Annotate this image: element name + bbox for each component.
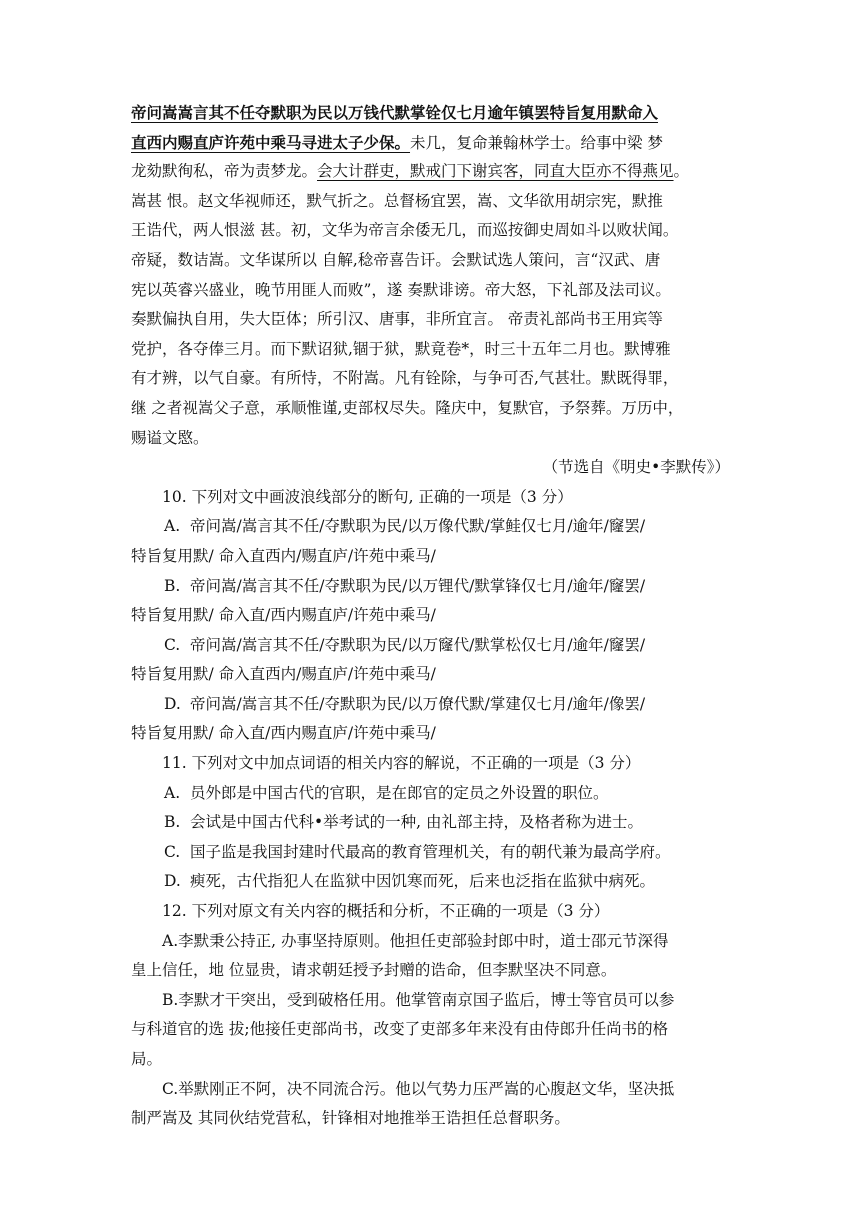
passage-text: 帝疑，数诘嵩。文华谋所以 自解,稔帝喜告讦。会默试选人策问，言“汉武、唐 (131, 250, 661, 269)
option-b-continuation: 与科道官的选 拔;他接任吏部尚书，改变了吏部多年来没有由侍郎升任尚书的格 (131, 1020, 669, 1039)
option-c: C.举默刚正不阿，决不同流合污。他以气势力压严嵩的心腹赵文华，坚决抵 (162, 1079, 675, 1098)
option-a (131, 779, 732, 809)
passage-text: 有才辨，以气自豪。有所恃，不附嵩。凡有铨除，与争可否,气甚壮。默既得罪， (131, 369, 679, 388)
question-stem: 12. 下列对原文有关内容的概括和分析，不正确的一项是（3 分） (162, 902, 610, 921)
option-text: 帝问嵩/嵩言其不任/夺默职为民/以万锂代/默掌锋仅七月/逾年/窿罢/ (190, 576, 646, 595)
option-letter: D. (164, 694, 181, 713)
option-b: B.李默才干突出，受到破格任用。他掌管南京国子监后，博士等官员可以参 (162, 990, 675, 1009)
passage-text: 宪以英睿兴盛业，晚节用匪人而败”，遂 奏默诽谤。帝大怒，下礼部及法司议。 (131, 280, 671, 299)
passage-text: 奏默偏执自用，失大臣体；所引汉、唐事，非所宜言。 帝责礼部尚书王用宾等 (131, 310, 663, 329)
passage-line (131, 424, 732, 454)
passage-line (131, 305, 732, 335)
passage-text: 王诰代，两人恨滋 甚。初，文华为帝言余倭无几，而巡按御史周如斗以败状闻。 (131, 221, 679, 240)
passage-line (131, 394, 732, 424)
passage-line (131, 276, 732, 306)
option-a: A.李默秉公持正, 办事坚持原则。他担任吏部验封郎中时，道士邵元节深得 (162, 931, 669, 950)
option-c-continuation: 特旨复用默/ 命入直西内/赐直庐/许苑中乘马/ (131, 665, 436, 684)
passage-line (131, 335, 732, 365)
wavy-underlined-text: 直西内赐直庐许苑中乘马寻进太子少保。 (131, 132, 411, 152)
option-b (131, 572, 732, 602)
question-stem: 11. 下列对文中加点词语的相关内容的解说，不正确的一项是（3 分） (162, 754, 641, 773)
option-b-continuation: 特旨复用默/ 命入直/西内赐直庐/许苑中乘马/ (131, 606, 436, 625)
option-c-continuation: 制严嵩及 其同伙结党营私，针锋相对地推举王诰担任总督职务。 (131, 1109, 570, 1128)
passage-line (131, 246, 732, 276)
question-11 (131, 749, 732, 897)
option-b (131, 808, 732, 838)
question-12 (131, 897, 732, 1134)
option-letter: A. (164, 517, 181, 536)
option-b-continuation: 局。 (131, 1050, 163, 1068)
passage (131, 98, 732, 483)
option-a-continuation: 特旨复用默/ 命入直西内/赐直庐/许苑中乘马/ (131, 546, 436, 565)
passage-text: 。 (673, 162, 690, 181)
option-a (131, 512, 732, 542)
option-text: 员外郎是中国古代的官职，是在郎官的定员之外设置的职位。 (190, 783, 609, 802)
option-text: 帝问嵩/嵩言其不任/夺默职为民/以万像代默/掌鲑仅七月/逾年/窿罢/ (190, 517, 646, 536)
option-letter: A. (164, 783, 181, 802)
passage-line (131, 216, 732, 246)
passage-source: （节选自《明史•李默传》） (542, 458, 730, 477)
wavy-underlined-text: 帝问嵩嵩言其不任夺默职为民以万钱代默掌铨仅七月逾年镇罢特旨复用默命入 (131, 103, 659, 122)
option-d-continuation: 特旨复用默/ 命入直/西内赐直庐/许苑中乘马/ (131, 724, 436, 743)
question-stem: 10. 下列对文中画波浪线部分的断句, 正确的一项是（3 分） (162, 487, 573, 506)
passage-text: 赐谥文愍。 (131, 428, 209, 447)
passage-text: 嵩甚 恨。赵文华视师还，默气折之。总督杨宜罢，嵩、文华欲用胡宗宪，默推 (131, 191, 663, 210)
option-d (131, 867, 732, 897)
option-c (131, 838, 732, 868)
passage-text: 继 之者视嵩父子意，承顺惟谨,吏部权尽失。隆庆中，复默官，予祭葬。万历中， (131, 398, 684, 417)
passage-text: 党护，各夺俸三月。而下默诏狱,锢于狱，默竟卷*，时三十五年二月也。默博雅 (131, 339, 671, 358)
option-a-continuation: 皇上信任，地 位显贵，请求朝廷授予封赠的诰命，但李默坚决不同意。 (131, 961, 617, 980)
option-letter: C. (164, 842, 181, 861)
passage-line (131, 187, 732, 217)
option-text: 帝问嵩/嵩言其不任/夺默职为民/以万窿代/默掌松仅七月/逾年/窿罢/ (190, 635, 646, 654)
option-text: 瘐死，古代指犯人在监狱中因饥寒而死，后来也泛指在监狱中病死。 (190, 872, 656, 891)
passage-line (131, 364, 732, 394)
passage-line (131, 128, 732, 158)
option-d (131, 690, 732, 720)
option-letter: D. (164, 872, 181, 891)
passage-text: 龙劾默徇私，帝为责梦龙。 (131, 162, 318, 181)
option-letter: B. (164, 576, 181, 595)
option-text: 国子监是我国封建时代最高的教育管理机关，有的朝代兼为最高学府。 (190, 842, 671, 861)
question-10 (131, 483, 732, 749)
option-letter: B. (164, 813, 181, 832)
option-text: 会试是中国古代科•举考试的一种, 由礼部主持，及格者称为进士。 (190, 813, 643, 832)
underlined-text: 会大计群吏，默戒门下谢宾客，同直大臣亦不得燕见 (317, 162, 674, 181)
option-text: 帝问嵩/嵩言其不任/夺默职为民/以万僚代默/掌建仅七月/逾年/像罢/ (190, 694, 646, 713)
passage-text: 未几，复命兼翰林学士。给事中梁 梦 (410, 133, 663, 152)
passage-line (131, 98, 732, 128)
option-c (131, 631, 732, 661)
option-letter: C. (164, 635, 181, 654)
passage-line (131, 157, 732, 187)
